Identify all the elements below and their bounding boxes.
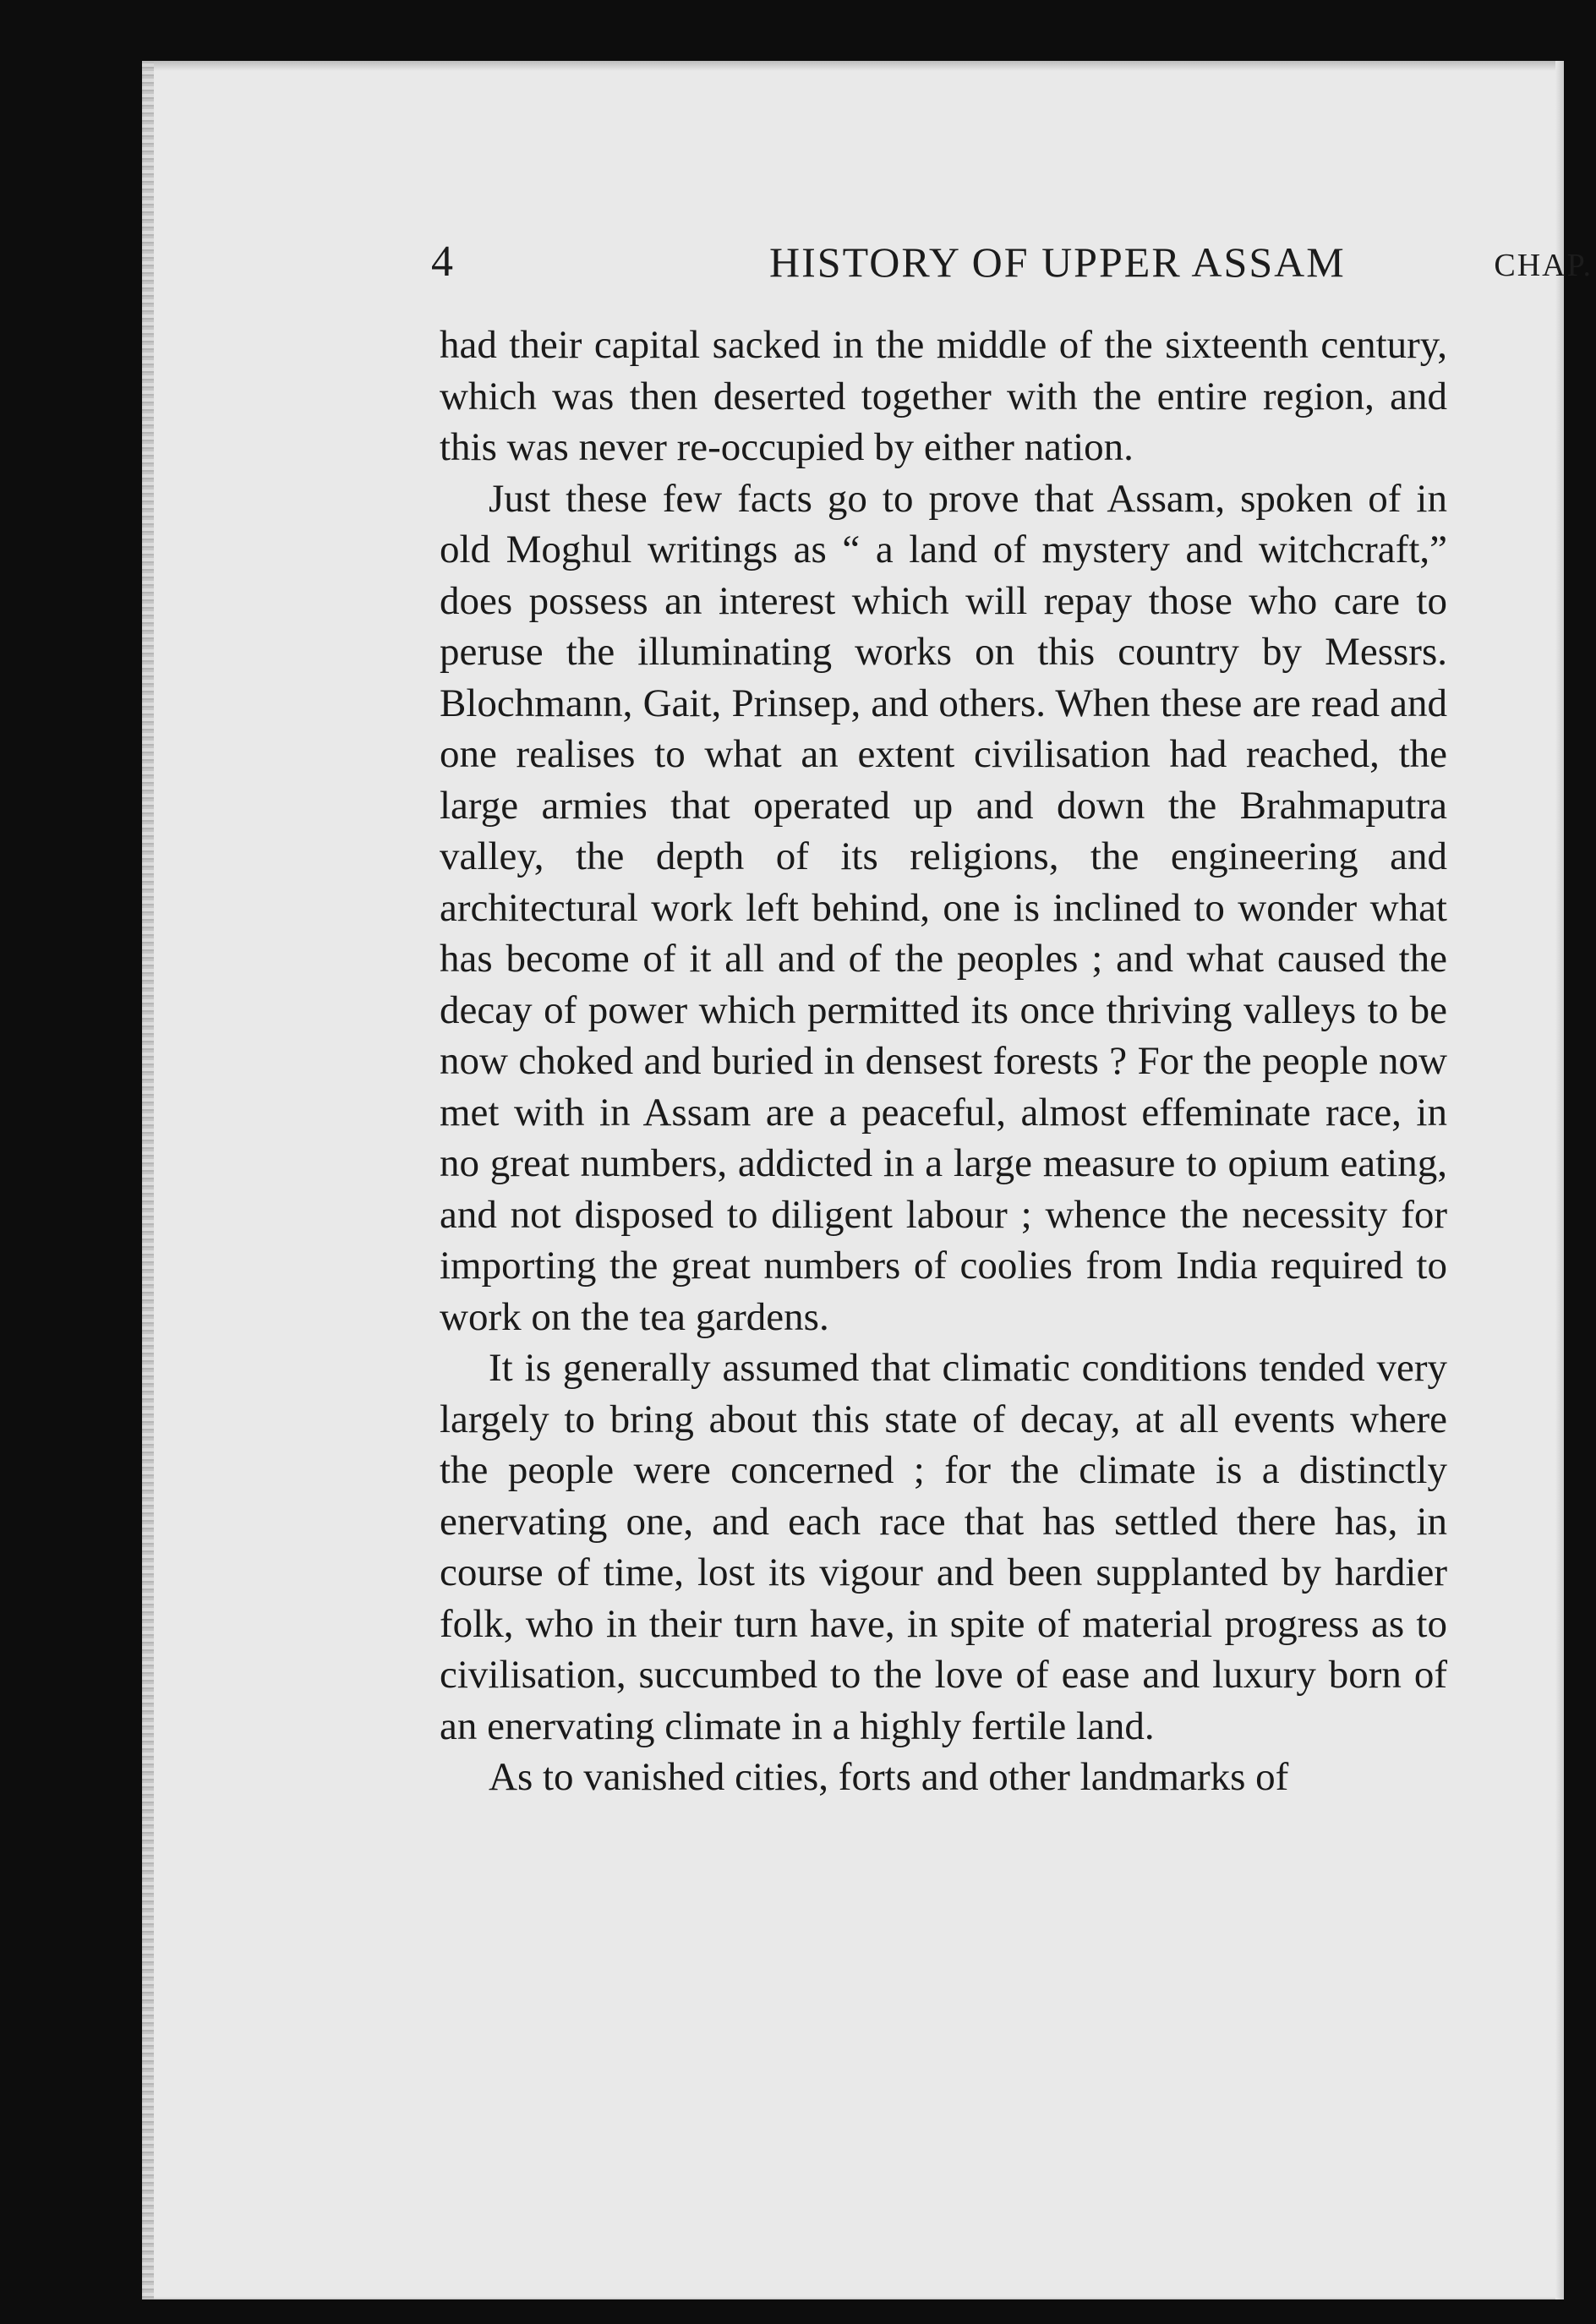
page-edge-left bbox=[142, 61, 154, 2299]
paragraph-2: Just these few facts go to prove that Assam, spoken of in old Moghul writings as “ a land of mystery and witchcraft,” does possess an interest which will repay those who care to peruse the illuminating works on this country by Messrs. Blochmann, Gait, Prinsep, and others. When these are read and one realises to what an extent civilisation had reached, the large armies that operated up and down the Brahmaputra valley, the depth of its religions, the engineering and architectural work left behind, one is inclined to wonder what has become of it all and of the peoples ; and what caused the decay of power which permitted its once thriving valleys to be now choked and buried in densest forests ? For the people now met with in Assam are a peaceful, almost effeminate race, in no great numbers, addicted in a large measure to opium eating, and not disposed to diligent labour ; whence the necessity for importing the great numbers of coolies from India required to work on the tea gardens. bbox=[440, 476, 1447, 1339]
paragraph-4: As to vanished cities, forts and other landmarks of bbox=[489, 1755, 1289, 1799]
running-title: HISTORY OF UPPER ASSAM bbox=[769, 238, 1346, 286]
running-header bbox=[296, 237, 1593, 287]
body-text bbox=[440, 320, 1447, 1803]
paragraph-3: It is generally assumed that climatic conditions tended very largely to bring about this state of decay, at all events where the people were concerned ; for the climate is a distinctly enervating one, and each race that has settled there has, in course of time, lost its vigour and been supplanted by hardier folk, who in their turn have, in spite of material progress as to civilisation, succumbed to the love of ease and luxury born of an enervating climate in a highly fertile land. bbox=[440, 1346, 1447, 1748]
page-edge-right bbox=[1555, 61, 1564, 2299]
page-edge-top bbox=[142, 61, 1564, 71]
chapter-abbrev: CHAP. bbox=[1494, 248, 1593, 283]
paragraph-1: had their capital sacked in the middle of the sixteenth century, which was then deserted together with the entire region, and this was never re-occupied by either nation. bbox=[440, 323, 1447, 469]
page-number: 4 bbox=[431, 238, 453, 286]
